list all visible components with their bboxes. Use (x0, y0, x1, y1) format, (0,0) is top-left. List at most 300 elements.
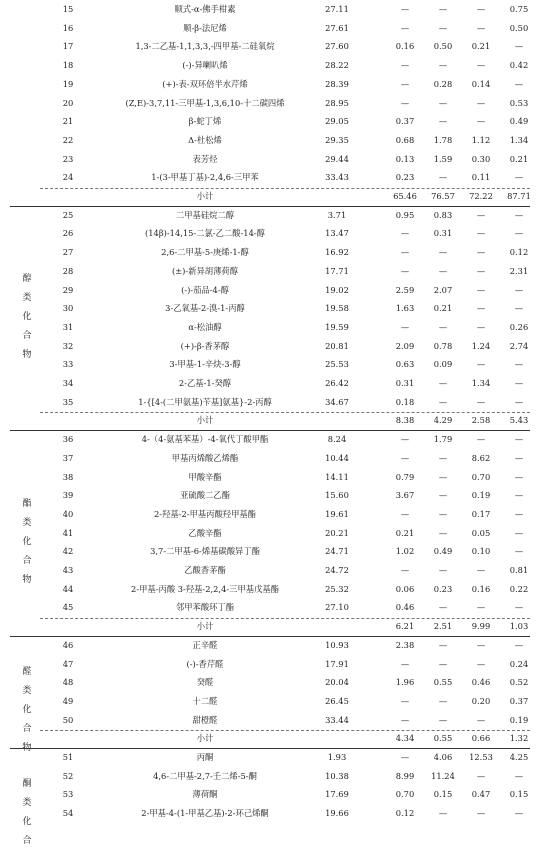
compound-number: 21 (62, 116, 74, 127)
compound-number: 22 (62, 134, 74, 145)
table-row (0, 337, 554, 356)
content-value-sample-3: — (476, 639, 486, 650)
content-value-sample-4: — (514, 359, 524, 370)
content-value-sample-4: 0.22 (509, 583, 529, 594)
content-value-sample-1: 0.23 (395, 172, 415, 183)
compound-number: 48 (62, 677, 74, 688)
content-value-sample-4: 0.52 (509, 677, 529, 688)
compound-name: 3-甲基-1-辛炔-3-醇 (169, 359, 241, 370)
retention-time: 24.72 (325, 565, 349, 575)
content-value-sample-2: 2.51 (433, 621, 453, 632)
content-value-sample-1: — (400, 321, 410, 332)
content-value-sample-1: 2.09 (395, 340, 415, 351)
content-value-sample-2: — (438, 4, 448, 14)
compound-name: β-蛇丁烯 (188, 116, 222, 127)
table-row (0, 561, 554, 580)
category-char: 物 (22, 574, 32, 585)
retention-time: 17.69 (325, 789, 349, 800)
category-label (20, 767, 34, 860)
compound-number: 38 (62, 471, 74, 482)
content-value-sample-2: 0.49 (433, 546, 453, 557)
table-row (0, 75, 554, 94)
content-value-sample-4: — (514, 396, 524, 407)
content-value-sample-3: — (476, 247, 486, 258)
content-value-sample-4: — (514, 172, 524, 183)
content-value-sample-2: — (438, 172, 448, 183)
retention-time: 28.22 (325, 60, 349, 71)
content-value-sample-4: — (514, 378, 524, 388)
table-row (0, 655, 554, 674)
content-value-sample-2: 76.57 (431, 191, 455, 201)
compound-number: 17 (62, 41, 74, 52)
content-value-sample-2: 4.06 (433, 752, 453, 762)
compound-name: 表芳烃 (192, 153, 218, 164)
retention-time: 19.61 (325, 508, 349, 519)
content-value-sample-2: — (438, 658, 448, 669)
compound-number: 42 (62, 546, 74, 557)
content-value-sample-2: — (438, 22, 448, 33)
content-value-sample-3: — (476, 714, 486, 725)
content-value-sample-3: 12.53 (469, 752, 493, 762)
content-value-sample-1: 0.21 (395, 527, 415, 538)
retention-time: 10.38 (325, 770, 349, 781)
content-value-sample-3: 0.14 (471, 78, 491, 89)
retention-time: 8.24 (327, 434, 347, 445)
table-row (0, 430, 554, 449)
table-rule (10, 636, 530, 637)
retention-time: 17.71 (325, 265, 349, 276)
content-value-sample-3: — (476, 116, 486, 127)
subtotal-row (0, 411, 554, 430)
content-value-sample-1: — (400, 60, 410, 71)
retention-time: 13.47 (325, 228, 349, 239)
compound-name: 3,7-二甲基-6-烯基碳酸异丁酯 (150, 546, 260, 557)
content-value-sample-2: 1.59 (433, 153, 453, 164)
content-value-sample-4: — (514, 434, 524, 445)
table-row (0, 748, 554, 767)
retention-time: 27.10 (325, 602, 349, 613)
content-value-sample-3: 0.66 (471, 733, 491, 744)
content-value-sample-2: 0.50 (433, 41, 453, 52)
compound-name: 邻甲苯酸环丁酯 (175, 602, 235, 613)
content-value-sample-3: 1.24 (471, 340, 491, 351)
compound-name: (+)-β-香茅醇 (180, 340, 230, 351)
content-value-sample-3: 0.70 (471, 471, 491, 482)
content-value-sample-1: — (400, 22, 410, 33)
content-value-sample-1: 0.63 (395, 359, 415, 370)
category-char: 物 (22, 743, 32, 754)
retention-time: 19.58 (325, 303, 349, 314)
content-value-sample-3: — (476, 60, 486, 71)
compound-number: 49 (62, 695, 74, 706)
content-value-sample-1: — (400, 695, 410, 706)
retention-time: 26.42 (325, 378, 349, 388)
table-row (0, 486, 554, 505)
table-row (0, 131, 554, 150)
retention-time: 19.59 (325, 321, 349, 332)
content-value-sample-2: — (438, 471, 448, 482)
compound-number: 39 (62, 490, 74, 501)
content-value-sample-4: 0.53 (509, 97, 529, 108)
compound-name: (-)-异喇叭烯 (182, 60, 228, 71)
compound-name: 乙酸辛酯 (188, 527, 222, 538)
category-label (20, 655, 34, 767)
table-row (0, 468, 554, 487)
retention-time: 16.92 (325, 247, 349, 258)
content-value-sample-3: 72.22 (469, 191, 493, 201)
retention-time: 10.44 (325, 452, 349, 463)
content-value-sample-2: 1.79 (433, 434, 453, 445)
retention-time: 27.11 (325, 4, 349, 14)
content-value-sample-1: 2.38 (395, 639, 415, 650)
content-value-sample-2: 0.28 (433, 78, 453, 89)
content-value-sample-1: — (400, 565, 410, 575)
table-row (0, 711, 554, 730)
content-value-sample-4: — (514, 770, 524, 781)
content-value-sample-4: 0.24 (509, 658, 529, 669)
content-value-sample-3: — (476, 565, 486, 575)
content-value-sample-1: 8.38 (395, 415, 415, 426)
compound-number: 15 (62, 4, 74, 14)
content-value-sample-2: 0.78 (433, 340, 453, 351)
retention-time: 33.44 (325, 714, 349, 725)
compound-number: 34 (62, 378, 74, 388)
table-row (0, 393, 554, 412)
content-value-sample-3: 1.34 (471, 378, 491, 388)
content-value-sample-3: 0.05 (471, 527, 491, 538)
compound-number: 31 (62, 321, 74, 332)
category-char: 类 (22, 686, 32, 697)
content-value-sample-4: 0.42 (509, 60, 529, 71)
compound-name: 4-（4-氨基苯基）-4-氧代丁酸甲酯 (141, 434, 269, 445)
content-value-sample-1: 1.63 (395, 303, 415, 314)
content-value-sample-1: — (400, 265, 410, 276)
table-row (0, 374, 554, 393)
compound-name: 甲基丙烯酸乙烯酯 (171, 452, 239, 463)
content-value-sample-1: — (400, 658, 410, 669)
category-char: 类 (22, 293, 32, 304)
table-row (0, 767, 554, 786)
content-value-sample-3: 1.12 (471, 134, 491, 145)
subtotal-row (0, 729, 554, 748)
content-value-sample-1: 8.99 (395, 770, 415, 781)
compound-name: 二甲基硅烷二醇 (175, 209, 235, 220)
table-row (0, 94, 554, 113)
retention-time: 24.71 (325, 546, 349, 557)
content-value-sample-4: 0.15 (509, 789, 529, 800)
compound-name: 正辛醛 (192, 639, 218, 650)
compound-name: α-松油醇 (188, 321, 222, 332)
content-value-sample-3: — (476, 4, 486, 14)
compound-name: 顺-β-法尼烯 (183, 22, 227, 33)
content-value-sample-3: 2.58 (471, 415, 491, 426)
subtotal-label: 小计 (196, 621, 214, 632)
content-value-sample-4: 0.49 (509, 116, 529, 127)
content-value-sample-2: 0.55 (433, 677, 453, 688)
compound-name: (±)-新异胡薄荷醇 (171, 265, 238, 276)
retention-time: 17.91 (325, 658, 349, 669)
table-row (0, 524, 554, 543)
content-value-sample-2: 0.21 (433, 303, 453, 314)
compound-name: 癸醛 (196, 677, 214, 688)
table-row (0, 598, 554, 617)
content-value-sample-4: 0.21 (509, 153, 529, 164)
content-value-sample-4: 1.32 (509, 733, 529, 744)
subtotal-row (0, 187, 554, 206)
table-row (0, 56, 554, 75)
category-char: 合 (22, 331, 32, 342)
compound-number: 26 (62, 228, 74, 239)
retention-time: 20.04 (325, 677, 349, 688)
content-value-sample-4: — (514, 209, 524, 220)
subtotal-label: 小计 (196, 733, 214, 744)
compound-number: 45 (62, 602, 74, 613)
content-value-sample-1: 0.18 (395, 396, 415, 407)
retention-time: 27.61 (325, 22, 349, 33)
table-row (0, 37, 554, 56)
table-row (0, 262, 554, 281)
table-row (0, 0, 554, 19)
table-row (0, 243, 554, 262)
content-value-sample-4: — (514, 602, 524, 613)
content-value-sample-4: — (514, 303, 524, 314)
content-value-sample-4: 0.50 (509, 22, 529, 33)
content-value-sample-2: — (438, 490, 448, 501)
category-label (20, 206, 34, 430)
compound-name: 丙酮 (196, 752, 214, 762)
compound-name: 亚硫酸二乙酯 (180, 490, 230, 501)
content-value-sample-2: — (438, 602, 448, 613)
category-char: 酯 (22, 498, 32, 509)
compound-name: 3-乙氧基-2-溴-1-丙醇 (165, 303, 245, 314)
content-value-sample-1: 0.12 (395, 808, 415, 819)
category-char: 合 (22, 724, 32, 735)
content-value-sample-4: 2.31 (509, 265, 529, 276)
retention-time: 28.39 (325, 78, 349, 89)
content-value-sample-2: — (438, 565, 448, 575)
retention-time: 15.60 (325, 490, 349, 501)
retention-time: 25.32 (325, 583, 349, 594)
retention-time: 29.44 (325, 153, 349, 164)
compound-name: (14β)-14,15-二氯-乙二酸-14-醇 (145, 228, 265, 239)
compound-number: 44 (62, 583, 74, 594)
content-value-sample-4: 2.74 (509, 340, 529, 351)
table-row (0, 542, 554, 561)
content-value-sample-4: — (514, 508, 524, 519)
content-value-sample-1: 0.95 (395, 209, 415, 220)
compound-name: 薄荷酮 (192, 789, 218, 800)
compound-number: 28 (62, 265, 74, 276)
content-value-sample-2: — (438, 247, 448, 258)
compound-name: 2-羟基-2-甲基丙酸羟甲基酯 (154, 508, 256, 519)
compound-name: 甜橙醛 (192, 714, 218, 725)
content-value-sample-1: — (400, 247, 410, 258)
content-value-sample-1: — (400, 714, 410, 725)
table-row (0, 224, 554, 243)
table-row (0, 673, 554, 692)
compound-name: (-)-香芹醛 (186, 658, 224, 669)
content-value-sample-3: — (476, 265, 486, 276)
content-value-sample-2: — (438, 714, 448, 725)
compound-name: 2-乙基-1-癸醇 (178, 378, 232, 388)
content-value-sample-2: — (438, 265, 448, 276)
content-value-sample-4: 0.81 (509, 565, 529, 575)
compound-name: 1,3-二乙基-1,1,3,3,-四甲基-二硅氧烷 (135, 41, 275, 52)
content-value-sample-2: — (438, 378, 448, 388)
content-value-sample-1: 0.37 (395, 116, 415, 127)
subtotal-label: 小计 (196, 191, 214, 201)
content-value-sample-1: 1.02 (395, 546, 415, 557)
content-value-sample-3: 0.17 (471, 508, 491, 519)
content-value-sample-4: 0.12 (509, 247, 529, 258)
compound-number: 29 (62, 284, 74, 295)
content-value-sample-2: 0.09 (433, 359, 453, 370)
category-char: 合 (22, 836, 32, 847)
retention-time: 3.71 (327, 209, 347, 220)
compound-name: 2,6-二甲基-5-庚烯-1-醇 (161, 247, 249, 258)
retention-time: 26.45 (325, 695, 349, 706)
content-value-sample-1: — (400, 752, 410, 762)
retention-time: 29.35 (325, 134, 349, 145)
content-value-sample-2: 0.31 (433, 228, 453, 239)
table-row (0, 318, 554, 337)
compound-name: 十二醛 (192, 695, 218, 706)
content-value-sample-3: 0.21 (471, 41, 491, 52)
category-char: 化 (22, 705, 32, 716)
content-value-sample-3: 9.99 (471, 621, 491, 632)
content-value-sample-1: 0.06 (395, 583, 415, 594)
content-value-sample-3: — (476, 22, 486, 33)
compound-number: 53 (62, 789, 74, 800)
content-value-sample-2: 0.23 (433, 583, 453, 594)
content-value-sample-1: 0.46 (395, 602, 415, 613)
compound-number: 27 (62, 247, 74, 258)
content-value-sample-2: — (438, 321, 448, 332)
content-value-sample-3: 0.46 (471, 677, 491, 688)
compound-name: 2-甲基-4-(1-甲基乙基)-2-环己烯酮 (141, 808, 269, 819)
content-value-sample-2: — (438, 639, 448, 650)
compound-number: 51 (62, 752, 74, 762)
compound-number: 54 (62, 808, 74, 819)
retention-time: 20.21 (325, 527, 349, 538)
compound-number: 20 (62, 97, 74, 108)
content-value-sample-4: — (514, 284, 524, 295)
retention-time: 27.60 (325, 41, 349, 52)
content-value-sample-4: — (514, 808, 524, 819)
content-value-sample-2: 2.07 (433, 284, 453, 295)
content-value-sample-2: 0.55 (433, 733, 453, 744)
content-value-sample-2: — (438, 508, 448, 519)
content-value-sample-2: — (438, 452, 448, 463)
table-rule (40, 618, 530, 619)
content-value-sample-4: — (514, 639, 524, 650)
content-value-sample-3: — (476, 321, 486, 332)
content-value-sample-2: 4.29 (433, 415, 453, 426)
content-value-sample-4: 0.26 (509, 321, 529, 332)
content-value-sample-4: — (514, 228, 524, 239)
content-value-sample-1: 0.13 (395, 153, 415, 164)
compound-name: 2-甲基-丙酸 3-羟基-2,2,4-三甲基戊基酯 (131, 583, 279, 594)
table-row (0, 804, 554, 823)
compound-number: 16 (62, 22, 74, 33)
compound-name: 顺式-α-佛手柑素 (174, 4, 236, 14)
retention-time: 20.81 (325, 340, 349, 351)
retention-time: 34.67 (325, 396, 349, 407)
table-rule (10, 206, 530, 207)
compound-name: 1-{[4-(二甲氨基)苄基]氨基}-2-丙醇 (138, 396, 272, 407)
category-char: 醛 (22, 667, 32, 678)
content-value-sample-3: 0.10 (471, 546, 491, 557)
compound-name: (-)-茄品-4-醇 (181, 284, 229, 295)
retention-time: 19.02 (325, 284, 349, 295)
content-value-sample-4: 87.71 (507, 191, 531, 201)
content-value-sample-1: — (400, 434, 410, 445)
content-value-sample-3: 0.30 (471, 153, 491, 164)
content-value-sample-1: 0.31 (395, 378, 415, 388)
retention-time: 28.95 (325, 97, 349, 108)
content-value-sample-1: 3.67 (395, 490, 415, 501)
subtotal-row (0, 617, 554, 636)
compound-number: 36 (62, 434, 74, 445)
content-value-sample-3: 0.16 (471, 583, 491, 594)
content-value-sample-3: — (476, 770, 486, 781)
compound-number: 18 (62, 60, 74, 71)
compound-name: 4,6-二甲基-2,7-壬二烯-5-酮 (153, 770, 257, 781)
content-value-sample-4: — (514, 490, 524, 501)
content-value-sample-3: — (476, 602, 486, 613)
content-value-sample-3: — (476, 658, 486, 669)
table-row (0, 206, 554, 225)
content-value-sample-1: 6.21 (395, 621, 415, 632)
table-row (0, 299, 554, 318)
category-label (20, 430, 34, 654)
content-value-sample-1: 65.46 (393, 191, 417, 201)
content-value-sample-2: — (438, 808, 448, 819)
compound-name: 乙酸香茅酯 (184, 565, 226, 575)
content-value-sample-4: 0.37 (509, 695, 529, 706)
compound-name: Δ-杜松烯 (188, 134, 222, 145)
retention-time: 19.66 (325, 808, 349, 819)
compound-number: 41 (62, 527, 74, 538)
retention-time: 1.93 (327, 752, 347, 762)
table-row (0, 505, 554, 524)
content-value-sample-1: 1.96 (395, 677, 415, 688)
compound-number: 32 (62, 340, 74, 351)
category-char: 类 (22, 517, 32, 528)
table-row (0, 112, 554, 131)
content-value-sample-1: 0.70 (395, 789, 415, 800)
compound-number: 37 (62, 452, 74, 463)
content-value-sample-3: — (476, 228, 486, 239)
compound-number: 50 (62, 714, 74, 725)
table-row (0, 355, 554, 374)
content-value-sample-3: 0.19 (471, 490, 491, 501)
content-value-sample-3: — (476, 808, 486, 819)
category-char: 化 (22, 536, 32, 547)
table-row (0, 449, 554, 468)
compound-number: 47 (62, 658, 74, 669)
content-value-sample-3: 0.20 (471, 695, 491, 706)
compound-number: 52 (62, 770, 74, 781)
content-value-sample-3: — (476, 434, 486, 445)
table-rule (10, 748, 530, 749)
content-value-sample-4: 1.34 (509, 134, 529, 145)
content-value-sample-3: 0.11 (471, 172, 491, 183)
content-value-sample-4: 5.43 (509, 415, 529, 426)
retention-time: 10.93 (325, 639, 349, 650)
content-value-sample-1: — (400, 97, 410, 108)
category-char: 物 (22, 350, 32, 361)
